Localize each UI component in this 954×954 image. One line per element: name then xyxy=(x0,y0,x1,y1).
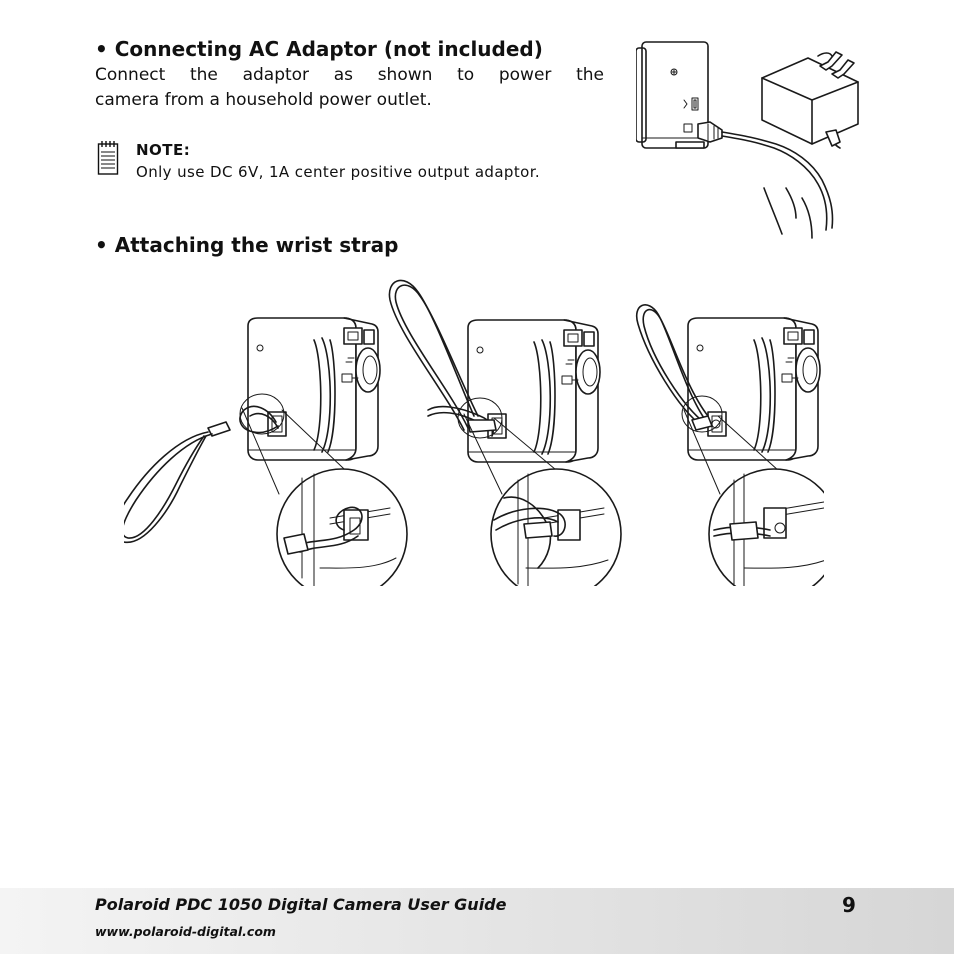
note-text: Only use DC 6V, 1A center positive output adaptor. xyxy=(136,163,541,181)
footer-url: www.polaroid-digital.com xyxy=(95,924,276,939)
ac-adaptor-paragraph xyxy=(95,63,604,113)
footer-title: Polaroid PDC 1050 Digital Camera User Guide xyxy=(95,895,507,914)
strap-step-3 xyxy=(637,305,820,460)
ac-adaptor-line-2: camera from a household power outlet. xyxy=(95,90,432,110)
page-number: 9 xyxy=(842,893,856,917)
ac-adaptor-line-1: Connect the adaptor as shown to power the xyxy=(95,65,604,85)
wrist-strap-illustration xyxy=(124,268,824,586)
zoom-detail-3 xyxy=(709,469,824,586)
note-title: NOTE: xyxy=(136,141,191,159)
notepad-icon xyxy=(97,140,119,176)
zoom-detail-1 xyxy=(277,469,407,586)
ac-adaptor-illustration xyxy=(636,38,866,243)
zoom-detail-2 xyxy=(491,469,621,586)
wrist-strap-heading: • Attaching the wrist strap xyxy=(95,233,399,257)
strap-step-2 xyxy=(389,280,600,462)
ac-adaptor-heading: • Connecting AC Adaptor (not included) xyxy=(95,37,543,61)
